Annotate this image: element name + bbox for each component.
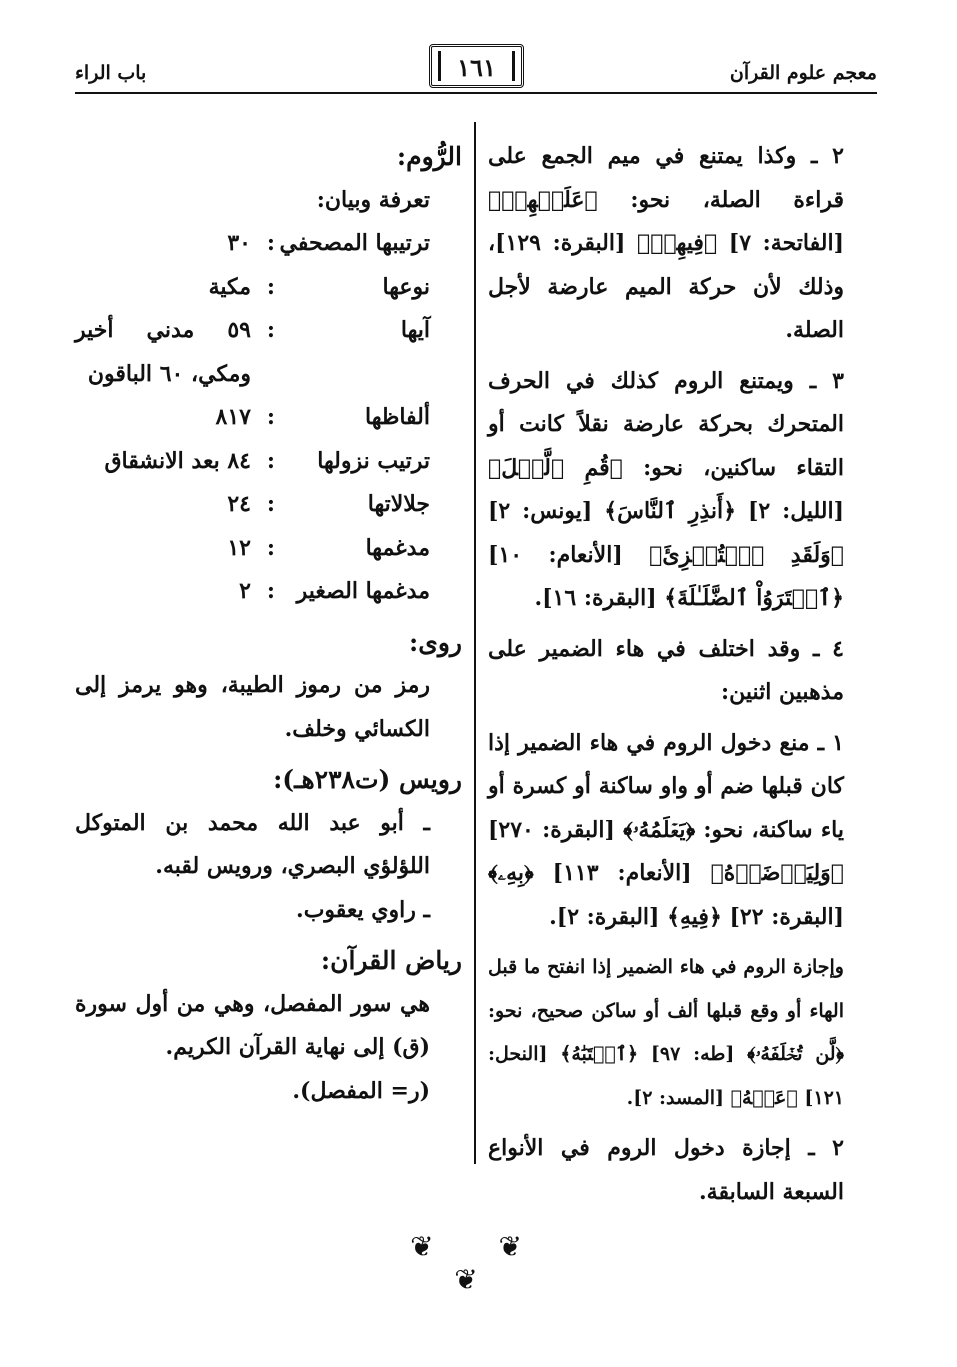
paragraph: ٤ ـ وقد اختلف في هاء الضمير على مذهبين اثنين: — [488, 635, 844, 705]
paragraph: ـ أبو عبد الله محمد بن المتوكل اللؤلؤي البصري، ورويس لقبه. — [75, 809, 430, 879]
info-value: مكية — [208, 273, 251, 300]
info-sep: : — [266, 230, 275, 256]
info-sep: : — [266, 317, 275, 343]
info-label: جلالاتها — [367, 491, 430, 517]
surah-info-table — [75, 222, 462, 614]
info-label: ترتيب نزولها — [317, 447, 430, 474]
paragraph: ١ ـ منع دخول الروم في هاء الضمير إذا كان قبلها ضم أو واو ساكنة أو كسرة أو ياء ساكنة، نحو: ﴿يَعۡلَمُهُۥ﴾ [البقرة: ٢٧٠] ﴿وَلِيَرۡضَوۡهُ﴾ [الأنعام: ١١٣] ﴿بِهِۦ﴾ [البقرة: ٢٢] ﴿فِيهِ﴾ [البقرة: ٢]. — [488, 729, 844, 930]
info-label: مدغمها — [365, 534, 430, 561]
info-label: نوعها — [382, 273, 430, 300]
info-sep: : — [266, 578, 275, 604]
entry-title: روى: — [409, 627, 462, 657]
left-column — [75, 135, 462, 1113]
info-sep: : — [266, 491, 275, 517]
footer-ornament: ❦ ❦ ❦ — [410, 1230, 550, 1296]
entry-title: رويس (ت٢٣٨هـ): — [273, 765, 462, 794]
paragraph: ٢ ـ إجازة دخول الروم في الأنواع السبعة السابقة. — [488, 1135, 844, 1205]
info-label: آيها — [400, 317, 430, 343]
info-sep: : — [266, 404, 275, 430]
info-value: ٢٤ — [227, 491, 251, 517]
paragraph: ٣ ـ ويمتنع الروم كذلك في الحرف المتحرك بحركة عارضة نقلاً كانت أو التقاء ساكنين، نحو: ﴿قُمِ ٱلَّيۡلَ﴾ [الليل: ٢] ﴿أَنذِرِ ٱلنَّاسَ﴾ [يونس: ٢] ﴿وَلَقَدِ ٱسۡتُهۡزِئَ﴾ [الأنعام: ١٠] ﴿ٱشۡتَرَوُاْ ٱلضَّلَـٰلَةَ﴾ [البقرة: ١٦]. — [488, 367, 844, 611]
paragraph: ـ راوي يعقوب. — [296, 896, 430, 923]
info-value: ١٢ — [227, 534, 251, 561]
right-column — [488, 135, 876, 1214]
column-divider — [474, 122, 476, 1164]
paragraph: وإجازة الروم في هاء الضمير إذا انفتح ما قبل الهاء أو وقع قبلها ألف أو ساكن صحيح، نحو: ﴿لَّن تُخۡلَفَهُۥ﴾ [طه: ٩٧] ﴿ٱجۡتَبَٰهُ﴾ [النحل: ١٢١] ﴿عَنۡهُ﴾ [المسد: ٢]. — [488, 956, 844, 1109]
entry-title: رياض القرآن: — [320, 946, 462, 975]
paragraph: رمز من رموز الطيبة، وهو يرمز إلى الكسائي وخلف. — [75, 672, 430, 742]
info-label: ألفاظها — [364, 404, 430, 430]
info-sep: : — [266, 447, 275, 474]
entry-subtitle: تعرفة وبيان: — [316, 186, 430, 213]
info-label: ترتيبها المصحفي — [279, 230, 430, 256]
book-title: معجم علوم القرآن — [729, 62, 877, 84]
paragraph: هي سور المفصل، وهي من أول سورة (ق) إلى نهاية القرآن الكريم. — [75, 990, 430, 1060]
info-value: ٨٤ بعد الانشقاق — [104, 447, 251, 474]
info-value: ٢ — [239, 578, 251, 604]
page-number: ١٦١ — [457, 53, 496, 82]
header-rule — [75, 92, 877, 94]
page-number-frame — [429, 44, 524, 88]
info-sep: : — [266, 534, 275, 561]
paragraph: ٢ ـ وكذا يمتنع في ميم الجمع على قراءة الصلة، نحو: ﴿عَلَيۡهِمۡ﴾ [الفاتحة: ٧] ﴿فِيهِمۡ﴾ [البقرة: ١٢٩]، وذلك لأن حركة الميم عارضة لأجل الصلة. — [488, 143, 844, 343]
info-sep: : — [266, 273, 275, 300]
entry-title: الرُّوم: — [396, 142, 462, 171]
info-label: مدغمها الصغير — [296, 578, 430, 604]
info-value: ٣٠ — [227, 230, 251, 256]
info-value: ٨١٧ — [215, 404, 251, 430]
cross-reference: (ر= المفصل). — [292, 1077, 430, 1104]
info-value: ٥٩ مدني أخير ومكي، ٦٠ الباقون — [75, 317, 251, 387]
page-header — [75, 40, 877, 96]
chapter-title: باب الراء — [75, 62, 147, 84]
